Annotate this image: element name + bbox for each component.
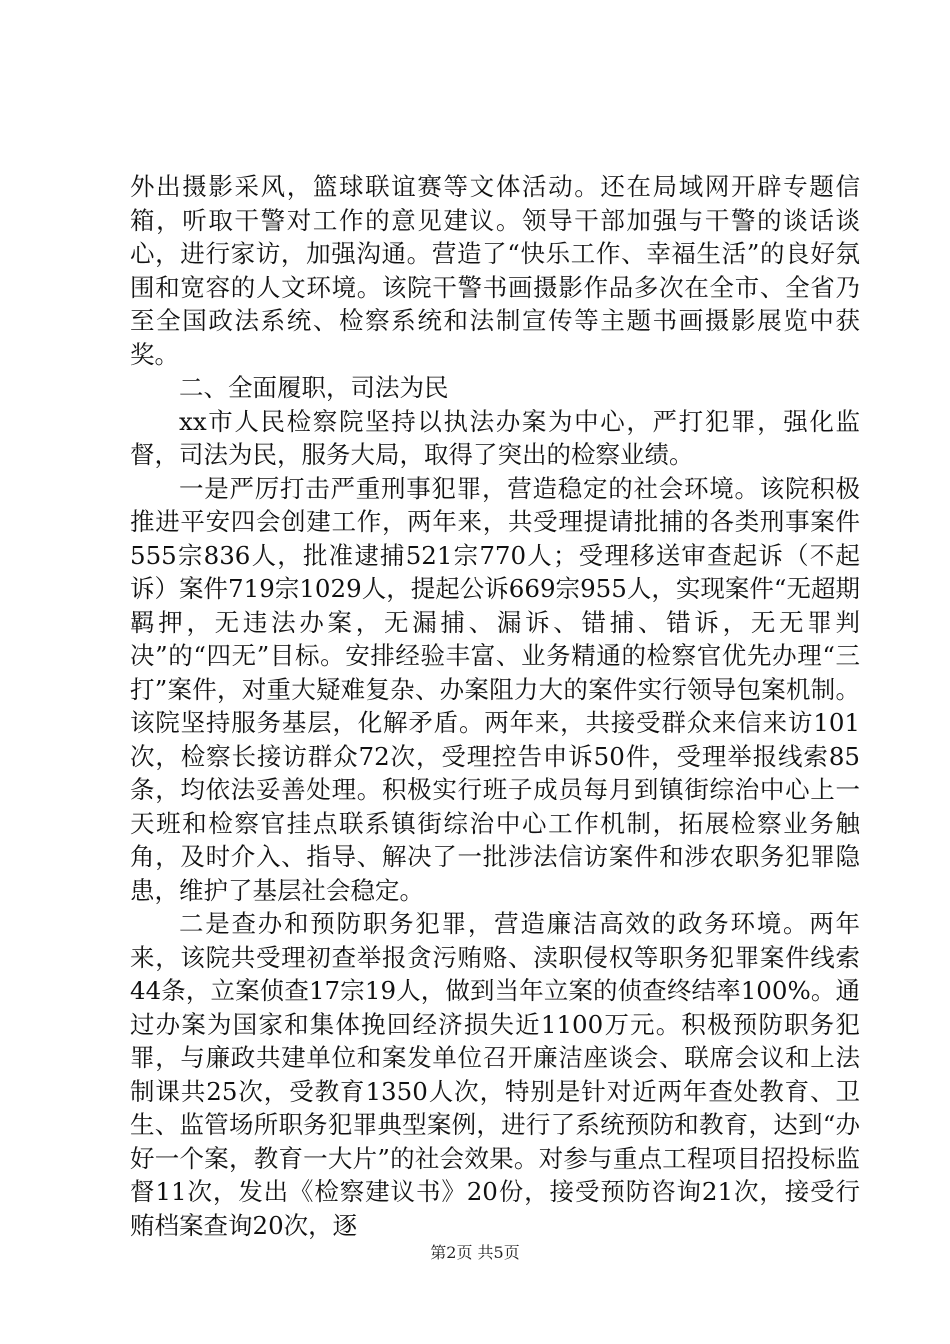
- paragraph-intro: xx市人民检察院坚持以执法办案为中心，严打犯罪，强化监督，司法为民，服务大局，取得了突出的检察业绩。: [130, 406, 860, 469]
- document-body: [130, 170, 860, 1242]
- paragraph-point-two: 二是查办和预防职务犯罪，营造廉洁高效的政务环境。两年来，该院共受理初查举报贪污贿赂、渎职侵权等职务犯罪案件线索44条，立案侦查17宗19人，做到当年立案的侦查终结率100%。通过办案为国家和集体挽回经济损失近1100万元。积极预防职务犯罪，与廉政共建单位和案发单位召开廉洁座谈会、联席会议和上法制课共25次，受教育1350人次，特别是针对近两年查处教育、卫生、监管场所职务犯罪典型案例，进行了系统预防和教育，达到“办好一个案，教育一大片”的社会效果。对参与重点工程项目招投标监督11次，发出《检察建议书》20份，接受预防咨询21次，接受行贿档案查询20次，逐: [130, 909, 860, 1240]
- paragraph-1: 外出摄影采风，篮球联谊赛等文体活动。还在局域网开辟专题信箱，听取干警对工作的意见建议。领导干部加强与干警的谈话谈心，进行家访，加强沟通。营造了“快乐工作、幸福生活”的良好氛围和宽容的人文环境。该院干警书画摄影作品多次在全市、全省乃至全国政法系统、检察系统和法制宣传等主题书画摄影展览中获奖。: [130, 172, 860, 369]
- page-number: 第2页 共5页: [430, 1243, 520, 1262]
- page-footer: [0, 1243, 950, 1263]
- section-heading: 二、全面履职，司法为民: [179, 373, 449, 402]
- paragraph-point-one: 一是严厉打击严重刑事犯罪，营造稳定的社会环境。该院积极推进平安四会创建工作，两年来，共受理提请批捕的各类刑事案件555宗836人，批准逮捕521宗770人；受理移送审查起诉（不起诉）案件719宗1029人，提起公诉669宗955人，实现案件“无超期羁押，无违法办案，无漏捕、漏诉、错捕、错诉，无无罪判决”的“四无”目标。安排经验丰富、业务精通的检察官优先办理“三打”案件，对重大疑难复杂、办案阻力大的案件实行领导包案机制。该院坚持服务基层，化解矛盾。两年来，共接受群众来信来访101次，检察长接访群众72次，受理控告申诉50件，受理举报线索85条，均依法妥善处理。积极实行班子成员每月到镇街综治中心上一天班和检察官挂点联系镇街综治中心工作机制，拓展检察业务触角，及时介入、指导、解决了一批涉法信访案件和涉农职务犯罪隐患，维护了基层社会稳定。: [130, 473, 860, 905]
